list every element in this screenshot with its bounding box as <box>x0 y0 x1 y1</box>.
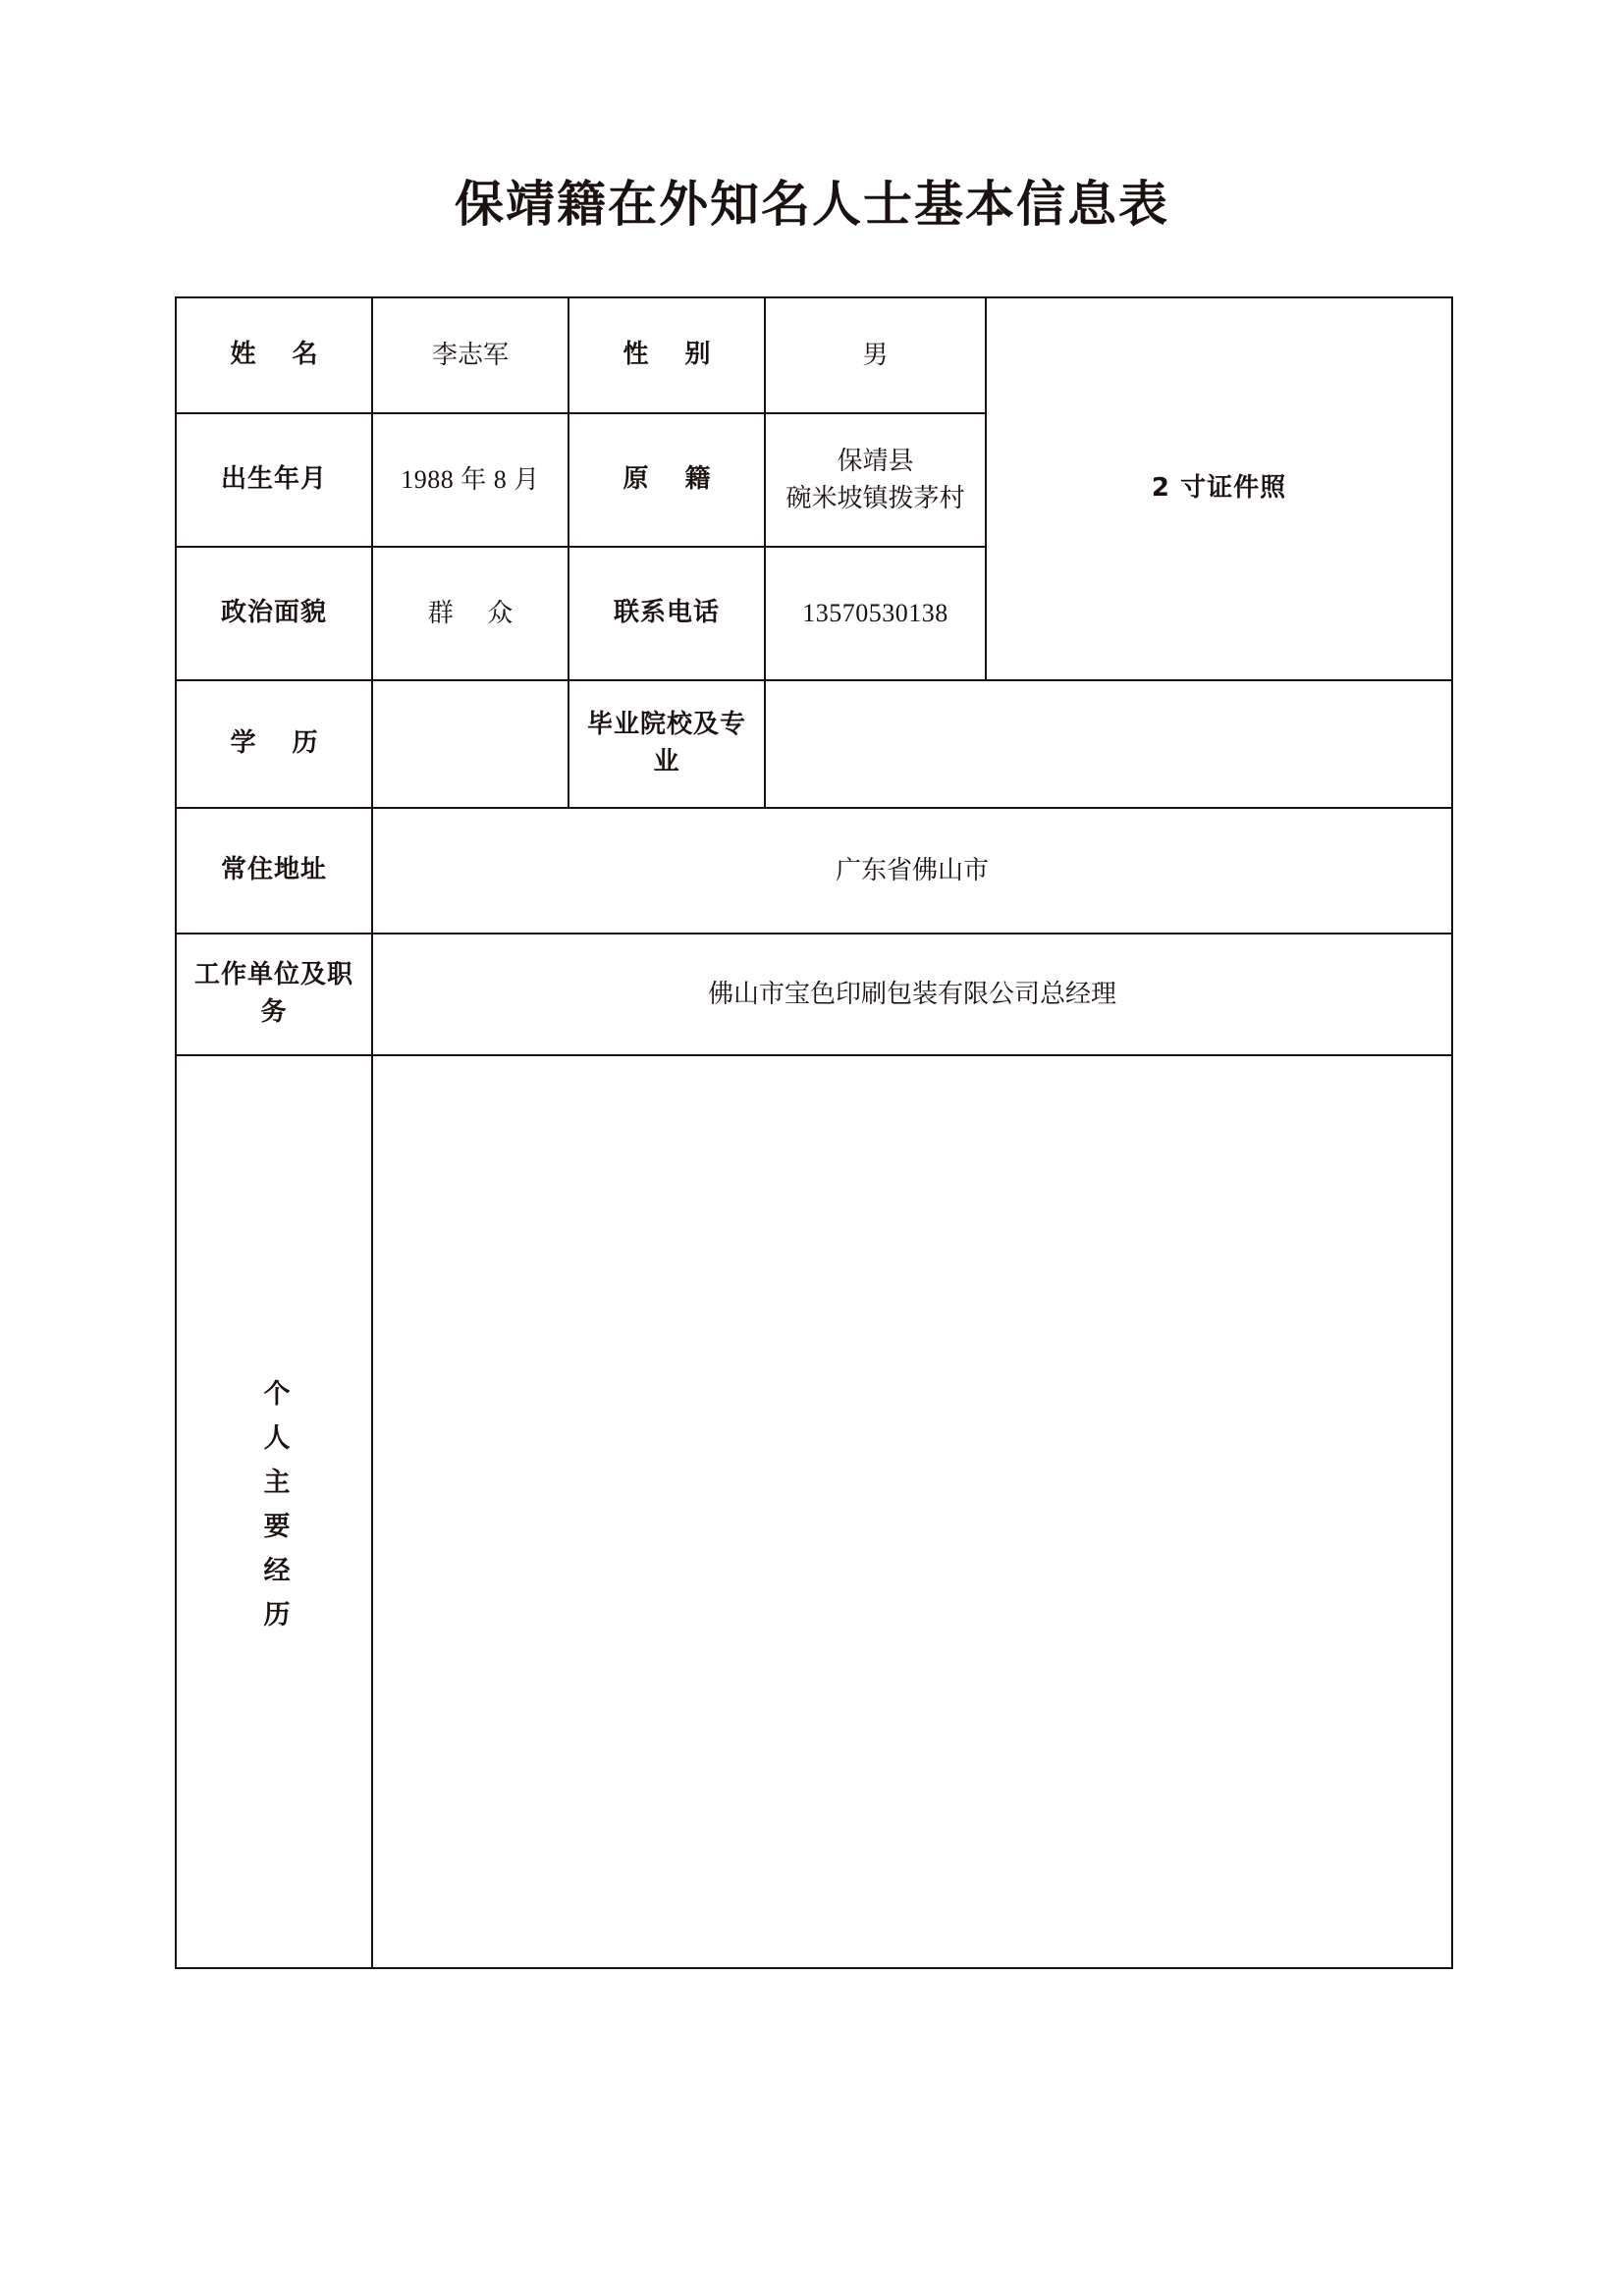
personal-info-table <box>175 296 1453 1969</box>
value-political-status[interactable]: 群 众 <box>372 547 568 680</box>
table-row-work <box>176 934 1452 1055</box>
value-origin-line1: 保靖县 <box>837 447 914 476</box>
value-school-major[interactable] <box>765 680 1452 808</box>
label-origin: 原 籍 <box>568 413 765 547</box>
value-experience[interactable] <box>372 1055 1452 1968</box>
page-title: 保靖籍在外知名人士基本信息表 <box>455 175 1169 233</box>
vertical-label-wrap <box>185 1379 363 1644</box>
label-gender: 性 别 <box>568 297 765 413</box>
label-work-unit: 工作单位及职务 <box>176 934 372 1055</box>
value-education[interactable] <box>372 680 568 808</box>
label-phone: 联系电话 <box>568 547 765 680</box>
label-education: 学 历 <box>176 680 372 808</box>
value-work-unit[interactable]: 佛山市宝色印刷包装有限公司总经理 <box>372 934 1452 1055</box>
table-row-education <box>176 680 1452 808</box>
value-birth-date[interactable]: 1988 年 8 月 <box>372 413 568 547</box>
value-origin-line2: 碗米坡镇拨茅村 <box>785 484 965 512</box>
table-row-name <box>176 297 1452 413</box>
label-birth-date: 出生年月 <box>176 413 372 547</box>
label-experience-cell <box>176 1055 372 1968</box>
photo-placeholder[interactable]: 2 寸证件照 <box>986 297 1452 680</box>
value-phone[interactable]: 13570530138 <box>765 547 986 680</box>
value-name[interactable]: 李志军 <box>372 297 568 413</box>
table-row-address <box>176 808 1452 934</box>
value-gender[interactable]: 男 <box>765 297 986 413</box>
value-origin[interactable] <box>765 413 986 547</box>
label-address: 常住地址 <box>176 808 372 934</box>
label-political-status: 政治面貌 <box>176 547 372 680</box>
label-name: 姓 名 <box>176 297 372 413</box>
label-school-major: 毕业院校及专业 <box>568 680 765 808</box>
value-address[interactable]: 广东省佛山市 <box>372 808 1452 934</box>
label-experience: 个人主要经历 <box>258 1379 290 1644</box>
table-row-experience <box>176 1055 1452 1968</box>
